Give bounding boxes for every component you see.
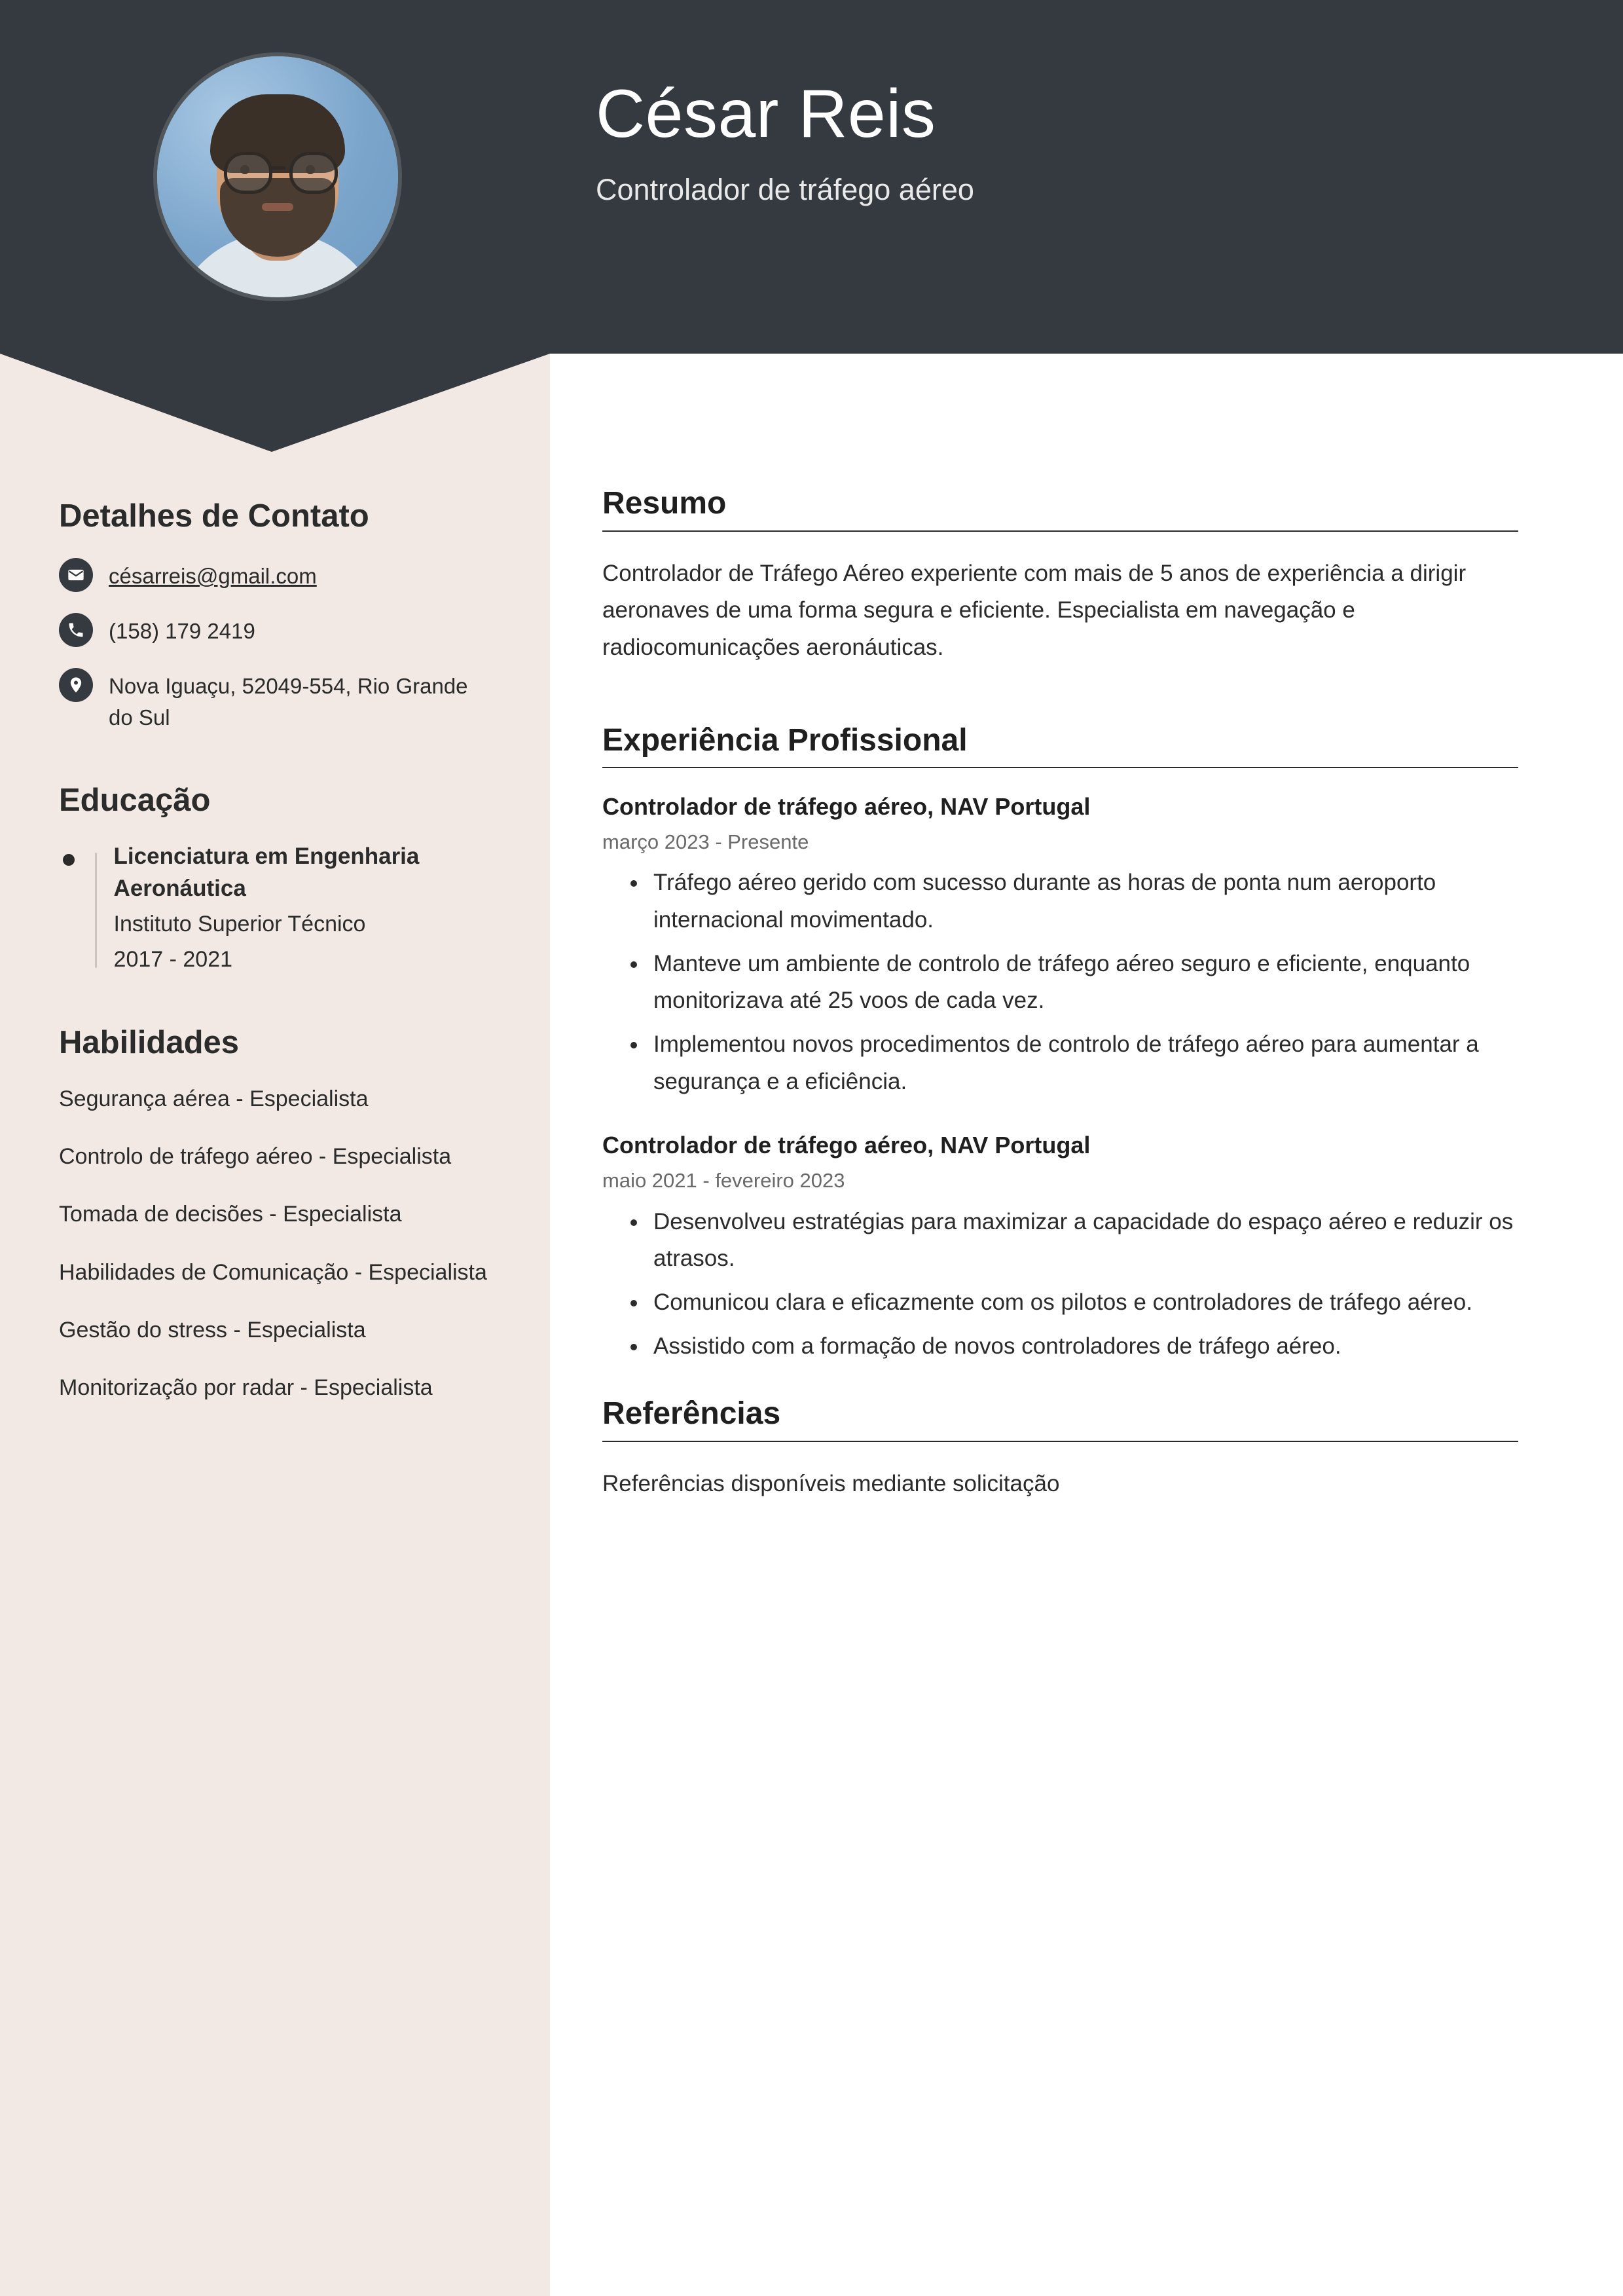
- education-school: Instituto Superior Técnico: [113, 911, 366, 936]
- section-divider: [602, 530, 1518, 532]
- summary-text: Controlador de Tráfego Aéreo experiente com mais de 5 anos de experiência a dirigir aeronaves de uma forma segura e eficiente. Especialista em navegação e radiocomunicações aeronáuticas.: [602, 560, 1467, 660]
- sidebar: [0, 354, 550, 2296]
- avatar-glasses-bridge: [270, 166, 285, 170]
- skills-heading: Habilidades: [59, 1024, 240, 1060]
- skill-item: Gestão do stress - Especialista: [59, 1317, 366, 1342]
- contact-phone-value[interactable]: (158) 179 2419: [109, 619, 255, 644]
- section-divider: [602, 1441, 1518, 1442]
- candidate-job-title: Controlador de tráfego aéreo: [596, 173, 974, 207]
- job-bullet-list: [602, 864, 1518, 1100]
- header-text-block: [596, 76, 974, 208]
- bullet-icon: [63, 854, 75, 866]
- skill-item: Controlo de tráfego aéreo - Especialista: [59, 1144, 452, 1170]
- job-bullet: • Manteve um ambiente de controlo de tráfego aéreo seguro e eficiente, enquanto monitorizava até 25 voos de cada vez.: [648, 946, 1518, 1020]
- job-bullet: • Implementou novos procedimentos de controlo de tráfego aéreo para aumentar a segurança e a eficiência.: [648, 1026, 1518, 1100]
- job-dates: maio 2021 - fevereiro 2023: [602, 1169, 845, 1193]
- candidate-name: César Reis: [596, 76, 936, 152]
- contact-item-email[interactable]: [59, 557, 491, 592]
- main-content: [550, 354, 1623, 2296]
- job-bullet-list: [602, 1204, 1518, 1365]
- envelope-icon: [59, 558, 93, 592]
- job-bullet: • Tráfego aéreo gerido com sucesso durante as horas de ponta num aeroporto internacional movimentado.: [648, 864, 1518, 938]
- job-bullet: • Comunicou clara e eficazmente com os pilotos e controladores de tráfego aéreo.: [648, 1284, 1518, 1322]
- spacer: [602, 667, 1518, 722]
- contact-item-address: [59, 667, 491, 733]
- job-title: Controlador de tráfego aéreo, NAV Portugal: [602, 793, 1091, 821]
- avatar-glasses-left: [224, 152, 272, 194]
- contact-email-value[interactable]: césarreis@gmail.com: [109, 564, 317, 589]
- job-title: Controlador de tráfego aéreo, NAV Portugal: [602, 1132, 1091, 1159]
- phone-icon: [59, 613, 93, 647]
- experience-heading: Experiência Profissional: [602, 722, 968, 758]
- contact-address-value: Nova Iguaçu, 52049-554, Rio Grande do Sul: [109, 674, 468, 730]
- section-divider: [602, 767, 1518, 768]
- education-timeline: [95, 853, 97, 967]
- education-degree: Licenciatura em Engenharia Aeronáutica: [113, 843, 420, 901]
- education-dates: 2017 - 2021: [113, 947, 233, 972]
- avatar-mouth: [262, 203, 293, 211]
- references-heading: Referências: [602, 1396, 781, 1432]
- contact-heading: Detalhes de Contato: [59, 498, 369, 534]
- education-heading: Educação: [59, 783, 211, 819]
- experience-item: [602, 792, 1518, 1100]
- skill-item: Segurança aérea - Especialista: [59, 1086, 369, 1111]
- job-bullet: • Assistido com a formação de novos controladores de tráfego aéreo.: [648, 1328, 1518, 1365]
- job-dates: março 2023 - Presente: [602, 830, 809, 854]
- avatar-glasses-right: [289, 152, 338, 194]
- references-text: Referências disponíveis mediante solicitação: [602, 1470, 1060, 1496]
- skill-item: Tomada de decisões - Especialista: [59, 1202, 402, 1227]
- contact-item-phone[interactable]: [59, 612, 491, 647]
- map-pin-icon: [59, 668, 93, 702]
- experience-item: [602, 1130, 1518, 1365]
- avatar: [157, 56, 398, 297]
- skill-item: Monitorização por radar - Especialista: [59, 1375, 433, 1401]
- education-item: [59, 841, 491, 975]
- skill-item: Habilidades de Comunicação - Especialista: [59, 1259, 487, 1285]
- summary-heading: Resumo: [602, 486, 727, 521]
- job-bullet: • Desenvolveu estratégias para maximizar a capacidade do espaço aéreo e reduzir os atrasos.: [648, 1204, 1518, 1278]
